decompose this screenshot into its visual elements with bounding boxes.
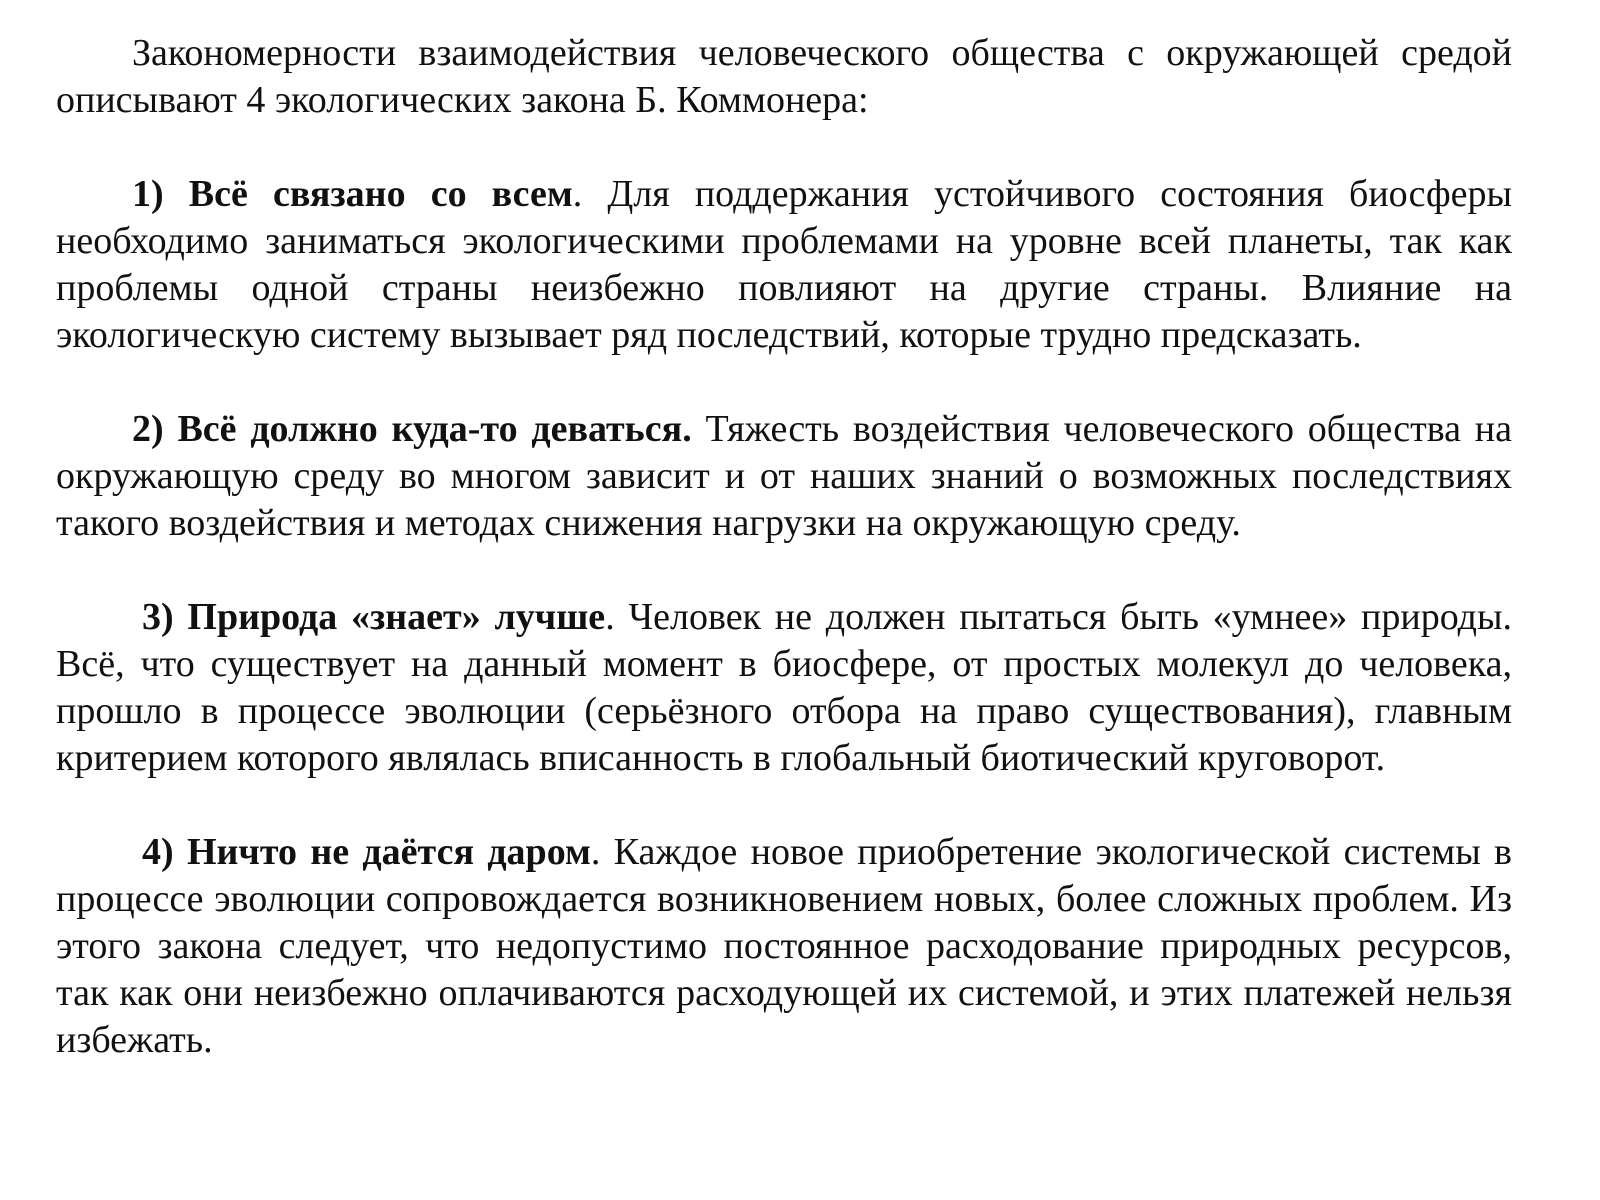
law-1-text: . Для поддержания устойчивого состояния биосферы необходимо заниматься экологическими проблемами на уровне всей планеты, так как проблемы одной страны неизбежно повлияют на другие страны. Влияние на экологическую систему вызывает ряд последствий, которые трудно предсказать.: [56, 173, 1512, 356]
law-2-text: Тяжесть воздействия человеческого общества на окружающую среду во многом зависит и от наших знаний о возможных последствиях такого воздействия и методах снижения нагрузки на окружающую среду.: [56, 408, 1512, 544]
law-1-paragraph: [56, 171, 1512, 359]
law-4-term: 4) Ничто не даётся даром: [142, 831, 591, 873]
law-4-paragraph: [56, 829, 1512, 1064]
law-1-term: 1) Всё связано со всем: [132, 173, 573, 215]
intro-paragraph: Закономерности взаимодействия человеческого общества с окружающей средой описывают 4 экологических закона Б. Коммонера:: [56, 32, 1512, 121]
law-2-paragraph: [56, 406, 1512, 547]
law-4-text: . Каждое новое приобретение экологической системы в процессе эволюции сопровождается возникновением новых, более сложных проблем. Из этого закона следует, что недопустимо постоянное расходование природных ресурсов, так как они неизбежно оплачиваются расходующей их системой, и этих платежей нельзя избежать.: [56, 831, 1513, 1061]
law-3-term: 3) Природа «знает» лучше: [142, 596, 606, 638]
law-2-term: 2) Всё должно куда-то деваться.: [132, 408, 692, 450]
document-page: [56, 30, 1512, 1064]
law-3-paragraph: [56, 594, 1512, 782]
law-3-text: . Человек не должен пытаться быть «умнее» природы. Всё, что существует на данный момент в биосфере, от простых молекул до человека, прошло в процессе эволюции (серьёзного отбора на право существования), главным критерием которого являлась вписанность в глобальный биотический круговорот.: [56, 596, 1512, 779]
